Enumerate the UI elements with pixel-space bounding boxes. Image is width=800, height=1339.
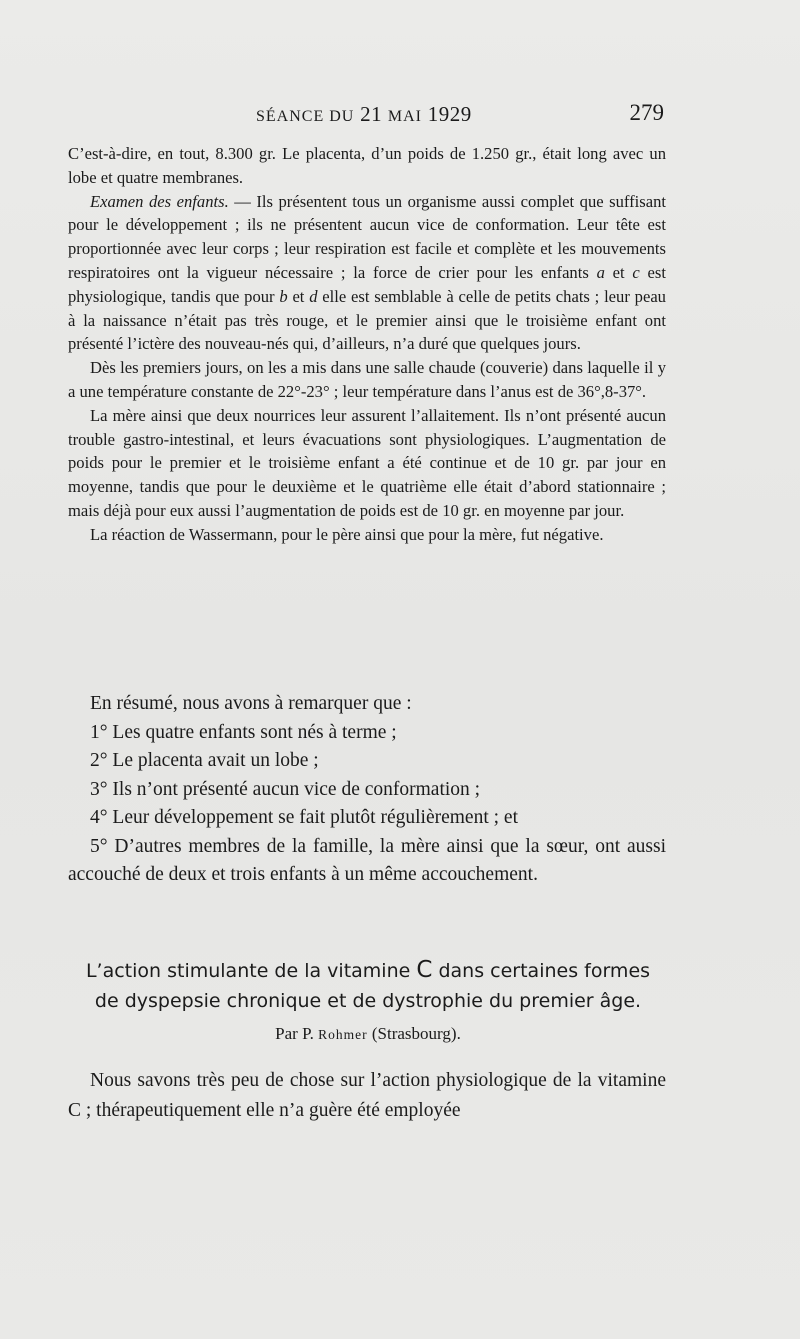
case-report-text bbox=[68, 142, 666, 547]
paragraph: Nous savons très peu de chose sur l’action physiologique de la vitamine C ; thérapeutiquement elle n’a guère été employée bbox=[68, 1070, 666, 1121]
paragraph: Dès les premiers jours, on les a mis dans une salle chaude (couverie) dans laquelle il y a une température constante de 22°-23° ; leur température dans l’anus est de 36°,8-37°. bbox=[68, 358, 666, 401]
running-prefix: SÉANCE DU bbox=[256, 108, 355, 125]
running-title bbox=[256, 102, 472, 127]
running-month: MAI bbox=[387, 108, 422, 125]
running-header bbox=[68, 100, 664, 134]
paragraph: La réaction de Wassermann, pour le père ainsi que pour la mère, fut négative. bbox=[90, 524, 604, 544]
summary-item: 2° Le placenta avait un lobe ; bbox=[90, 750, 319, 771]
byline: Par P. Rohmer (Strasbourg). bbox=[275, 1024, 461, 1043]
section-heading: Examen des enfants. bbox=[90, 191, 229, 211]
running-day: 21 bbox=[360, 102, 383, 126]
author-name: Rohmer bbox=[318, 1027, 368, 1042]
article-body bbox=[68, 1066, 666, 1126]
page-number: 279 bbox=[629, 100, 664, 125]
summary-item: 1° Les quatre enfants sont nés à terme ; bbox=[90, 721, 397, 743]
summary-item: 4° Leur développement se fait plutôt régulièrement ; et bbox=[90, 807, 518, 828]
paragraph: C’est-à-dire, en tout, 8.300 gr. Le placenta, d’un poids de 1.250 gr., était long avec un lobe et quatre membranes. bbox=[68, 144, 666, 187]
running-year: 1929 bbox=[427, 102, 472, 126]
article-title-line2: de dyspepsie chronique et de dystrophie du premier âge. bbox=[94, 990, 642, 1012]
summary-item: 5° D’autres membres de la famille, la mère ainsi que la sœur, ont aussi accouché de deux et trois enfants à un même accouchement. bbox=[68, 835, 666, 885]
paragraph: La mère ainsi que deux nourrices leur assurent l’allaitement. Ils n’ont présenté aucun trouble gastro-intestinal, et leurs évacuations sont physiologiques. L’augmentation de poids pour le premier et le troisième enfant a été continue et de 10 gr. par jour en moyenne, tandis que pour le deuxième et le quatrième elle était d’abord stationnaire ; mais déjà pour eux aussi l’augmentation de poids est de 10 gr. en moyenne par jour. bbox=[68, 405, 666, 520]
summary-text bbox=[68, 690, 666, 890]
article-title bbox=[68, 955, 668, 1016]
article-title-line1: L’action stimulante de la vitamine C dans certaines formes bbox=[85, 957, 651, 983]
paragraph-examen: Examen des enfants. — Ils présentent tous un organisme aussi complet que suffisant pour le développement ; ils ne présentent aucun vice de conformation. Leur tête est proportionnée avec leur corps ; leur respiration est facile et complète et les mouvements respiratoires ont la vigueur nécessaire ; la force de crier pour les enfants a et c est physiologique, tandis que pour b et d elle est semblable à celle de petits chats ; leur peau à la naissance n’était pas très rouge, et le premier ainsi que le troisième enfant ont présenté l’ictère des nouveau-nés qui, d’ailleurs, n’a duré que quelques jours. bbox=[68, 191, 666, 354]
summary-item: 3° Ils n’ont présenté aucun vice de conformation ; bbox=[90, 778, 481, 800]
summary-intro: En résumé, nous avons à remarquer que : bbox=[90, 693, 412, 714]
